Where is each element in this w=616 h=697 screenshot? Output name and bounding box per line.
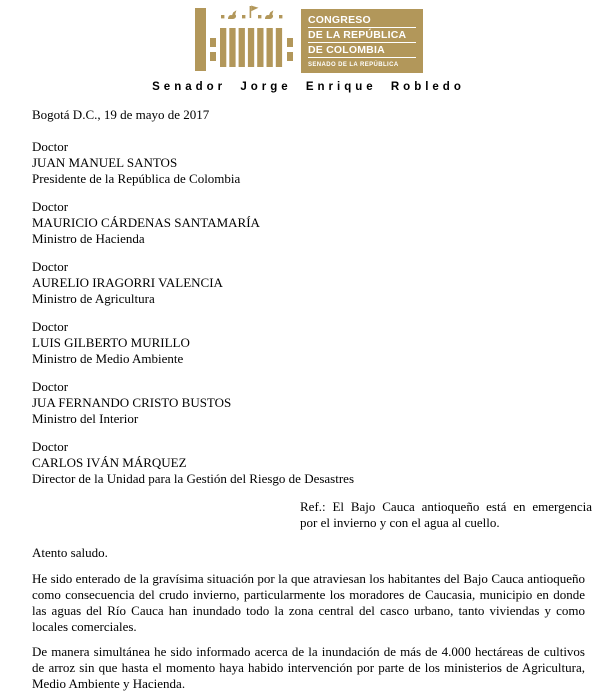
recipient-block — [32, 439, 585, 487]
recipient-name: JUA FERNANDO CRISTO BUSTOS — [32, 395, 232, 410]
recipient-salutation: Doctor — [32, 259, 69, 274]
recipient-block — [32, 259, 585, 307]
recipient-salutation: Doctor — [32, 439, 69, 454]
recipient-role: Ministro de Medio Ambiente — [32, 351, 184, 366]
recipient-block — [32, 139, 585, 187]
body-paragraph: De manera simultánea he sido informado acerca de la inundación de más de 4.000 hectáreas de cultivos de arroz sin que hasta el momento haya habido intervención por parte de los ministerios de Agricultura, Medio Ambiente y Hacienda. — [32, 644, 585, 691]
recipient-name: LUIS GILBERTO MURILLO — [32, 335, 190, 350]
wordmark-line-republica: DE LA REPÚBLICA — [308, 29, 416, 43]
congress-wordmark — [301, 9, 423, 73]
date-line: Bogotá D.C., 19 de mayo de 2017 — [32, 107, 210, 122]
recipient-role: Director de la Unidad para la Gestión del Riesgo de Desastres — [32, 471, 355, 486]
recipient-name: CARLOS IVÁN MÁRQUEZ — [32, 455, 187, 470]
recipient-role: Ministro de Hacienda — [32, 231, 145, 246]
reference-line: por el invierno y con el agua al cuello. — [300, 515, 500, 530]
recipient-role: Presidente de la República de Colombia — [32, 171, 241, 186]
wordmark-line-senado: SENADO DE LA REPÚBLICA — [308, 62, 399, 68]
reference-line: Ref.: El Bajo Cauca antioqueño está en emergencia — [300, 499, 592, 514]
recipient-salutation: Doctor — [32, 319, 69, 334]
wordmark-line-congreso: CONGRESO — [308, 14, 416, 28]
recipient-name: JUAN MANUEL SANTOS — [32, 155, 178, 170]
reference-block — [300, 499, 592, 531]
letter-body — [32, 107, 592, 692]
recipient-block — [32, 319, 585, 367]
recipient-name: MAURICIO CÁRDENAS SANTAMARÍA — [32, 215, 260, 230]
recipient-role: Ministro de Agricultura — [32, 291, 155, 306]
recipient-name: AURELIO IRAGORRI VALENCIA — [32, 275, 223, 290]
recipient-role: Ministro del Interior — [32, 411, 139, 426]
capitol-columns-icon — [194, 5, 299, 72]
senator-title: Senador Jorge Enrique Robledo — [152, 81, 465, 93]
recipient-salutation: Doctor — [32, 379, 69, 394]
letterhead — [32, 5, 585, 93]
greeting: Atento saludo. — [32, 545, 108, 560]
body-paragraph: He sido enterado de la gravísima situación por la que atraviesan los habitantes del Bajo Cauca antioqueño como consecuencia del crudo invierno, particularmente los moradores de Caucasia, municipio en donde las aguas del Río Cauca han inundado todo la zona central del casco urbano, tanto viviendas y como locales comerciales. — [32, 571, 585, 634]
wordmark-line-colombia: DE COLOMBIA — [308, 44, 416, 58]
recipient-block — [32, 379, 585, 427]
recipient-salutation: Doctor — [32, 139, 69, 154]
congress-logo — [32, 5, 585, 72]
recipient-block — [32, 199, 585, 247]
recipient-salutation: Doctor — [32, 199, 69, 214]
